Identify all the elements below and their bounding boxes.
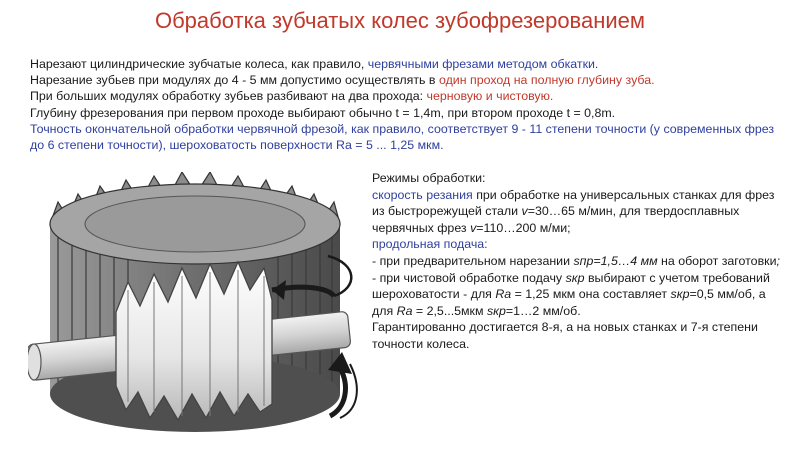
intro-l3-highlight: черновую и чистовую. [426,89,554,104]
finish-text-b: выбирают с учетом требований шероховатости - для [372,270,770,302]
gear-hobbing-illustration [28,172,368,444]
rough-semicolon: ; [776,253,780,268]
finish-s-1: s [670,287,677,302]
intro-line-4: Глубину фрезерования при первом проходе выбирают обычно t = 1,4m, при втором проходе t = 0,8m. [30,105,616,120]
cutting-speed [372,187,782,237]
processing-modes [372,170,782,353]
rough-symbol: s [573,253,580,268]
finish-symbol: s [565,270,572,285]
speed-text-c: =110…200 м/ми; [476,220,571,235]
speed-text-a: при обработке на универсальных станках для фрез из быстрорежущей стали [372,187,775,219]
finish-text-c: = 1,25 мкм она составляет [511,287,671,302]
intro-line-5: Точность окончательной обработки червячной фрезой, как правило, соответствует 9 - 11 степени точности (у современных фрез до 6 степени точности), шероховатость поверхности Ra = 5 ... 1,25 мкм. [30,121,775,153]
finish-text-d: =0,5 мм/об, а для [372,287,766,318]
intro-l1-highlight: червячными фрезами методом обкатки. [367,57,599,71]
finish-feed [372,270,782,320]
finish-ra-1: Ra [495,287,512,302]
intro-l3-text: При больших модулях обработку зубьев разбивают на два прохода: [30,89,427,104]
intro-l2-highlight: один проход на полную глубину зуба. [438,73,655,88]
rough-subscript: пр [579,253,594,268]
rough-text-c: на оборот заготовки [657,253,777,268]
finish-s-2: s [486,303,494,318]
speed-label: скорость резания [372,187,473,202]
speed-symbol-2: v [470,220,477,235]
intro-l2-text: Нарезание зубьев при модулях до 4 - 5 мм допустимо осуществлять в [30,73,439,88]
rough-feed [372,253,782,270]
intro-line-3 [30,88,790,104]
finish-ra-2: Ra [396,303,413,318]
speed-symbol-1: v [521,204,528,219]
finish-text-e: = 2,5...5мкм [412,303,487,318]
finish-subscript: кр [571,270,585,285]
modes-heading: Режимы обработки: [372,171,486,185]
page-title: Обработка зубчатых колес зубофрезерованием [154,8,646,33]
speed-text-b: =30…65 м/мин, для твердосплавных червячных фрез [372,204,740,235]
finish-text-f: =1…2 мм/об. [505,303,581,318]
rough-value: =1,5…4 мм [593,253,658,268]
intro-line-1 [30,56,790,72]
intro-text [30,56,790,153]
finish-s-2-sub: кр [493,303,506,318]
intro-l1-text: Нарезают цилиндрические зубчатые колеса, как правило, [30,57,368,71]
accuracy-guarantee: Гарантированно достигается 8-я, а на новых станках и 7-я степени точности колеса. [372,320,758,351]
intro-line-2 [30,72,790,88]
rough-text-a: - при предварительном нарезании [372,253,574,268]
finish-s-1-sub: кр [676,287,690,302]
finish-text-a: - при чистовой обработке подачу [372,270,566,285]
feed-label: продольная подача: [372,237,488,252]
